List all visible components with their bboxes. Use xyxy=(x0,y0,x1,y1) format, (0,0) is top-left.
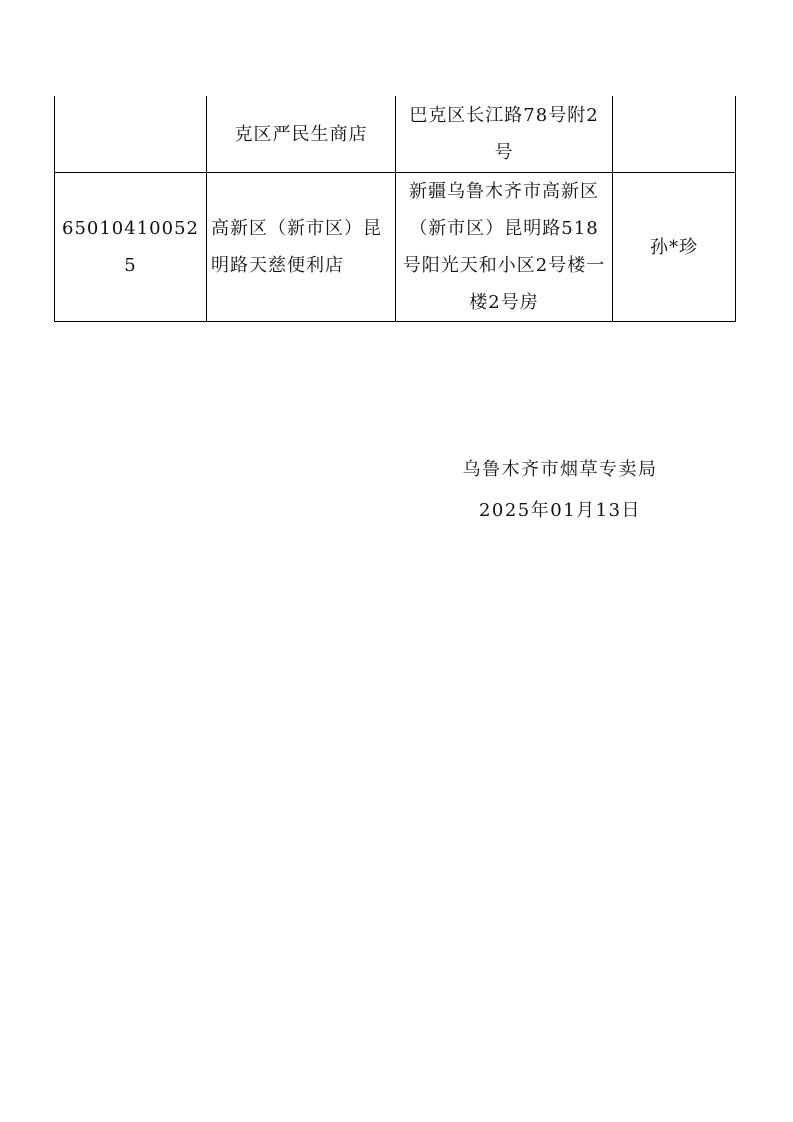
shop-name-cell: 克区严民生商店 xyxy=(207,96,396,173)
address-cell: 新疆乌鲁木齐市高新区（新市区）昆明路518号阳光天和小区2号楼一楼2号房 xyxy=(396,173,613,322)
license-number-cell xyxy=(55,96,207,173)
store-list-table xyxy=(54,96,736,322)
license-number-cell: 650104100525 xyxy=(55,173,207,322)
table-row xyxy=(55,173,736,322)
shop-name-cell: 高新区（新市区）昆明路天慈便利店 xyxy=(207,173,396,322)
issuing-organization: 乌鲁木齐市烟草专卖局 xyxy=(462,459,658,480)
table-row xyxy=(55,96,736,173)
person-cell: 孙*珍 xyxy=(613,173,736,322)
issue-date: 2025年01月13日 xyxy=(478,500,642,521)
address-cell: 巴克区长江路78号附2号 xyxy=(396,96,613,173)
person-cell xyxy=(613,96,736,173)
